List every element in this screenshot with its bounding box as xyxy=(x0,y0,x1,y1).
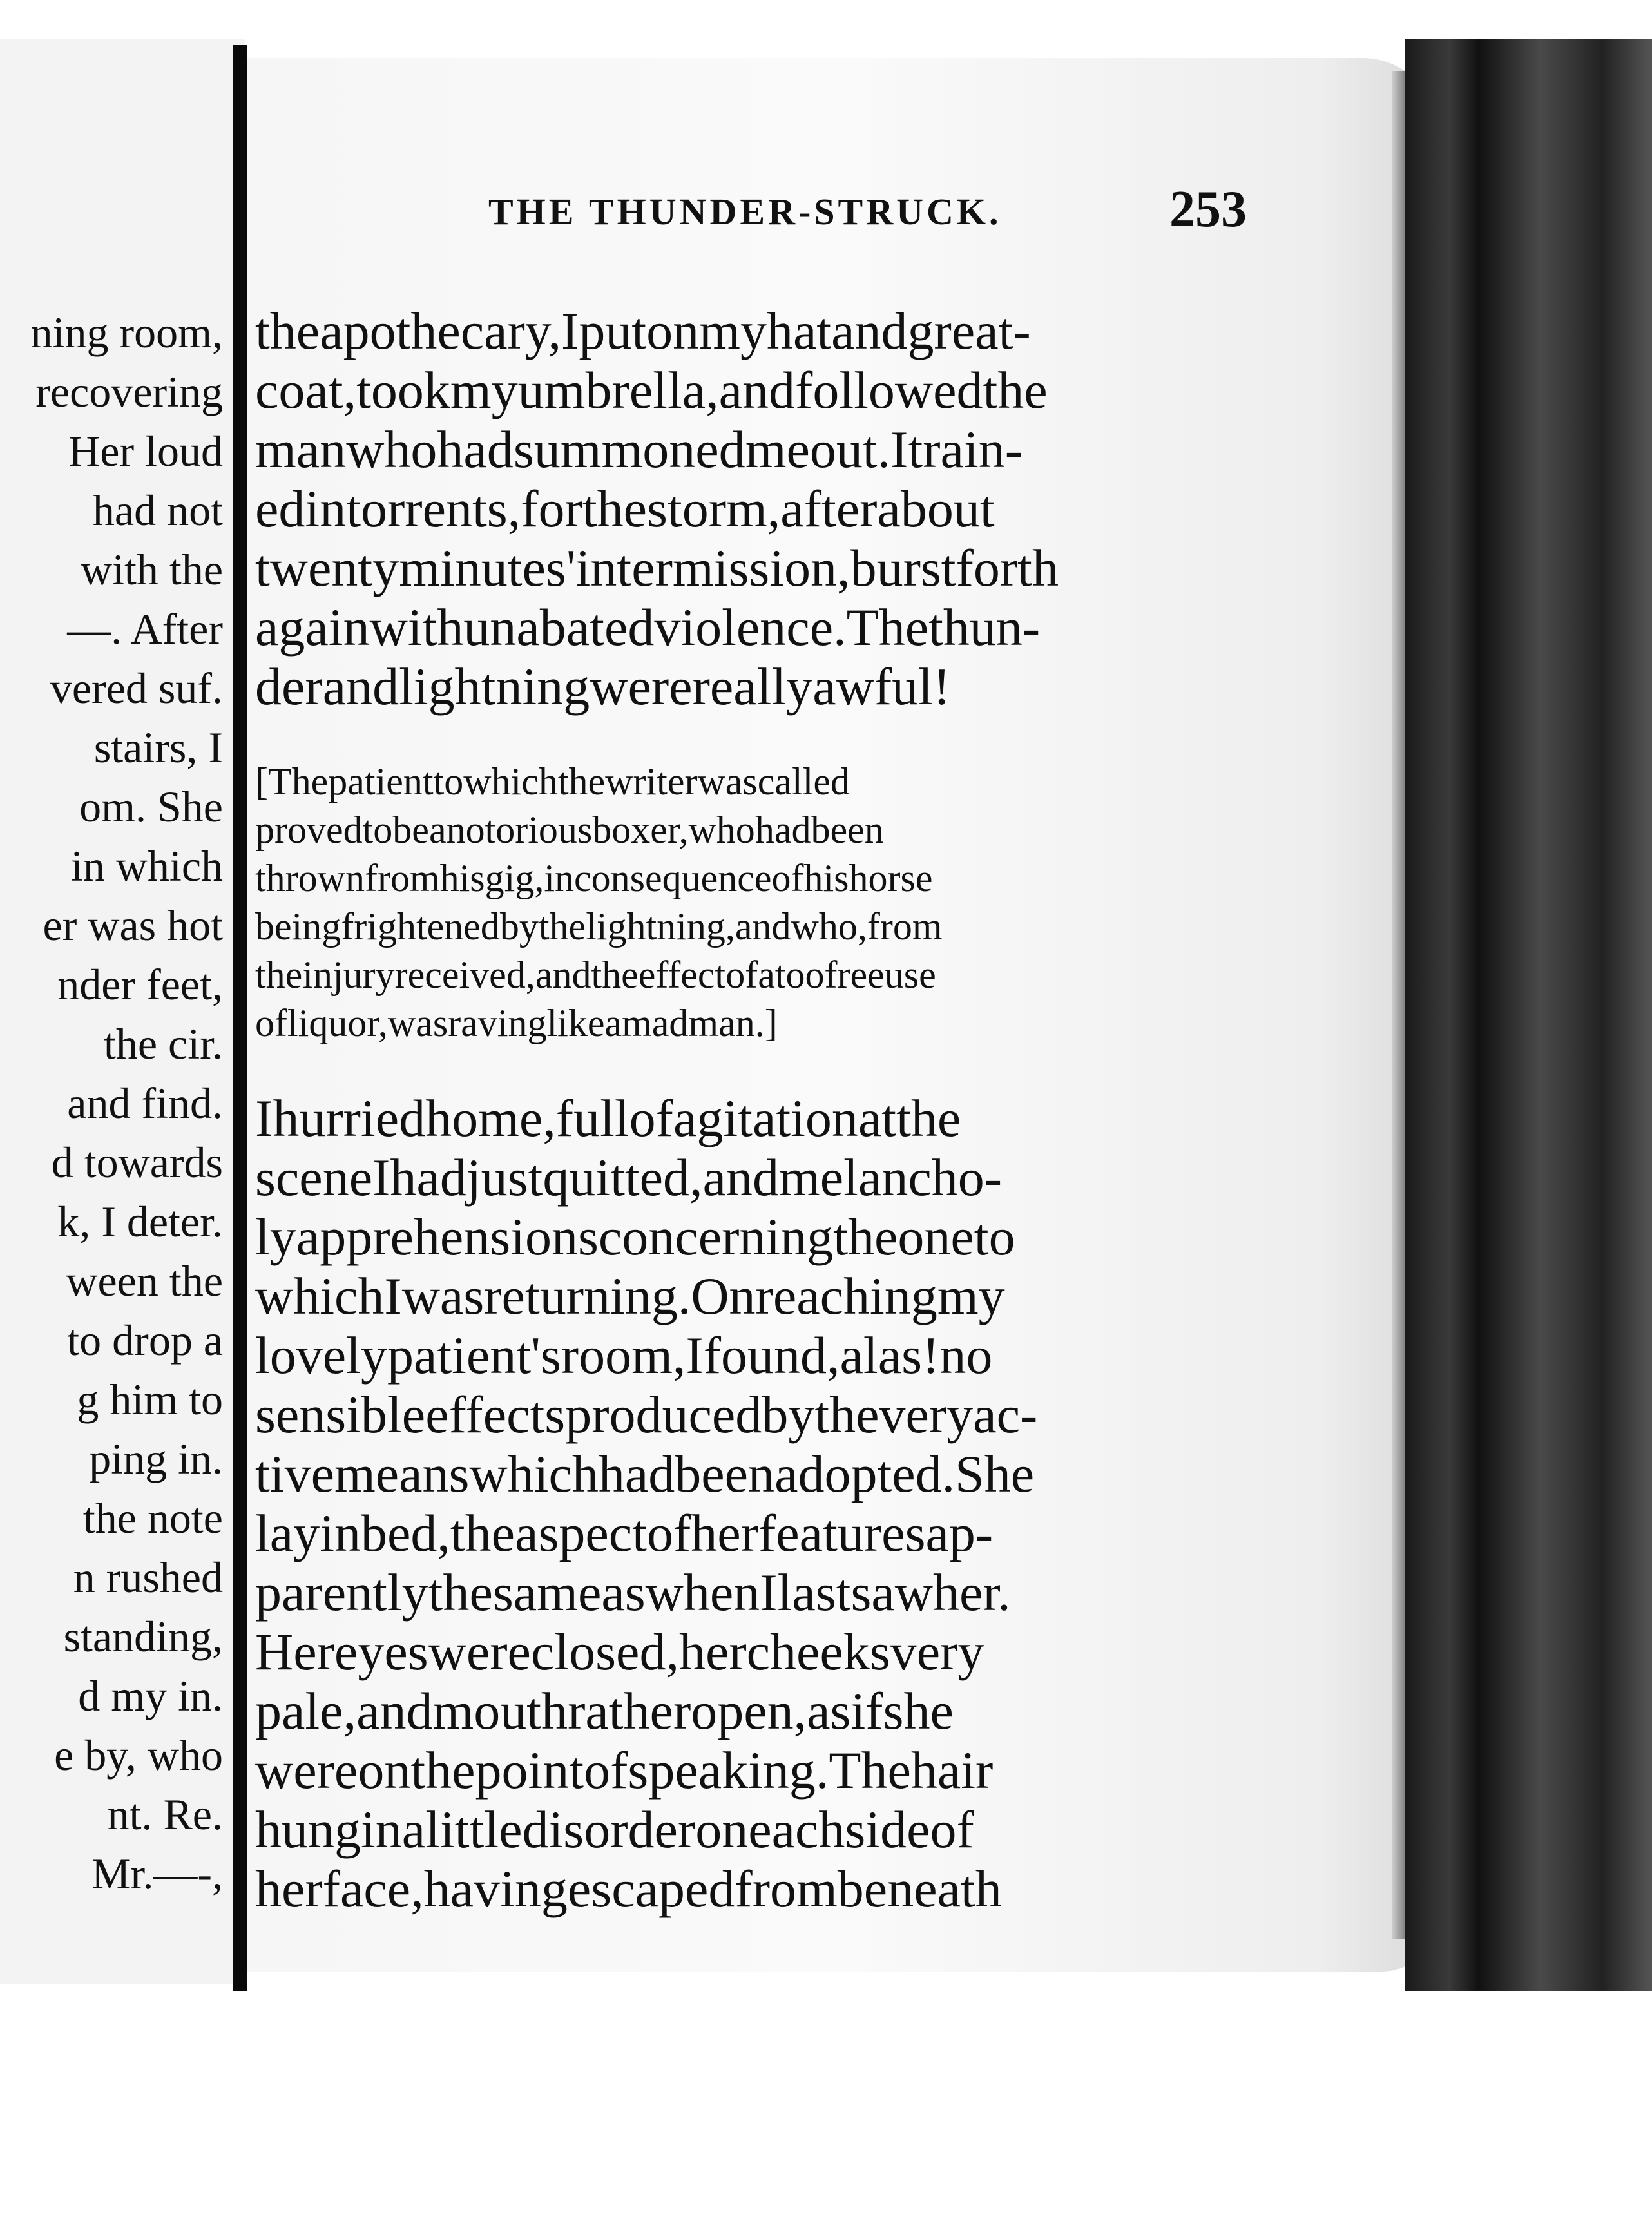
left-page-line: nt. Re. xyxy=(107,1790,223,1839)
text-line: wereonthepointofspeaking.Thehair xyxy=(255,1741,994,1800)
left-page-line: k, I deter. xyxy=(57,1197,223,1246)
left-page-line: d towards xyxy=(51,1138,223,1187)
text-line: theapothecary,Iputonmyhatandgreat- xyxy=(255,302,1031,360)
left-page-line: —. After xyxy=(67,604,223,653)
left-page-line: g him to xyxy=(77,1375,223,1424)
left-page-line: the cir. xyxy=(103,1019,223,1068)
left-page-line: Mr.—-, xyxy=(91,1849,223,1898)
left-page-line: om. She xyxy=(79,782,223,831)
left-page-line: the note xyxy=(82,1493,223,1542)
text-line: Hereyeswereclosed,hercheeksvery xyxy=(255,1622,984,1681)
text-line: [Thepatienttowhichthewriterwascalled xyxy=(255,760,850,803)
text-line: sceneIhadjustquitted,andmelancho- xyxy=(255,1148,1003,1207)
text-line: herface,havingescapedfrombeneath xyxy=(255,1859,1002,1918)
text-line: whichIwasreturning.Onreachingmy xyxy=(255,1267,1005,1325)
left-page-line: and find. xyxy=(67,1079,223,1128)
left-page-line: to drop a xyxy=(67,1316,223,1365)
paragraph-2-note xyxy=(255,758,1258,1048)
left-page-line: vered suf. xyxy=(50,664,223,713)
left-page-line: e by, who xyxy=(54,1731,223,1780)
paragraph-3 xyxy=(255,1089,1258,1919)
text-line: hunginalittledisorderoneachsideof xyxy=(255,1800,974,1859)
left-page-line: stairs, I xyxy=(93,723,223,772)
book-cover xyxy=(1405,39,1652,2237)
text-line: lyapprehensionsconcerningtheoneto xyxy=(255,1207,1015,1266)
left-page-line: recovering xyxy=(35,367,223,416)
text-line: lovelypatient'sroom,Ifound,alas!no xyxy=(255,1326,993,1385)
left-page-line: n rushed xyxy=(73,1553,223,1602)
left-page-line: ween the xyxy=(66,1256,223,1305)
paragraph-1 xyxy=(255,302,1258,716)
running-head: THE THUNDER-STRUCK. xyxy=(488,191,1002,233)
text-line: ofliquor,wasravinglikeamadman.] xyxy=(255,1002,778,1044)
text-line: beingfrightenedbythelightning,andwho,from xyxy=(255,905,943,948)
left-page xyxy=(0,39,245,1984)
left-page-line: ping in. xyxy=(89,1434,223,1483)
left-page-line: standing, xyxy=(63,1612,223,1661)
text-line: thrownfromhisgig,inconsequenceofhishorse xyxy=(255,857,933,899)
left-page-line: had not xyxy=(92,486,223,535)
left-page-text xyxy=(31,303,223,1903)
text-line: pale,andmouthratheropen,asifshe xyxy=(255,1682,954,1740)
text-line: derandlightningwerereallyawful! xyxy=(255,657,951,716)
text-line: theinjuryreceived,andtheeffectofatoofreeuse xyxy=(255,954,936,996)
text-line: parentlythesameaswhenIlastsawher. xyxy=(255,1563,1011,1622)
text-line: tivemeanswhichhadbeenadopted.She xyxy=(255,1445,1035,1503)
left-page-line: in which xyxy=(70,841,223,890)
left-page-line: er was hot xyxy=(43,901,223,950)
text-line: twentyminutes'intermission,burstforth xyxy=(255,539,1059,597)
scan-margin xyxy=(0,1991,1652,2237)
text-line: sensibleeffectsproducedbytheveryac- xyxy=(255,1385,1038,1444)
text-line: Ihurriedhome,fullofagitationatthe xyxy=(255,1089,961,1147)
page-number: 253 xyxy=(1169,181,1247,238)
left-page-line: Her loud xyxy=(68,427,223,475)
gutter-line xyxy=(233,45,247,2004)
left-page-line: with the xyxy=(81,545,223,594)
text-line: againwithunabatedviolence.Thethun- xyxy=(255,598,1041,657)
text-line: layinbed,theaspectofherfeaturesap- xyxy=(255,1504,994,1562)
text-line: coat,tookmyumbrella,andfollowedthe xyxy=(255,361,1048,419)
left-page-line: ning room, xyxy=(30,308,223,357)
text-line: provedtobeanotoriousboxer,whohadbeen xyxy=(255,809,884,851)
text-line: manwhohadsummonedmeout.Itrain- xyxy=(255,420,1023,479)
left-page-line: nder feet, xyxy=(57,960,223,1009)
left-page-line: d my in. xyxy=(78,1671,223,1720)
text-line: edintorrents,forthestorm,afterabout xyxy=(255,479,995,538)
